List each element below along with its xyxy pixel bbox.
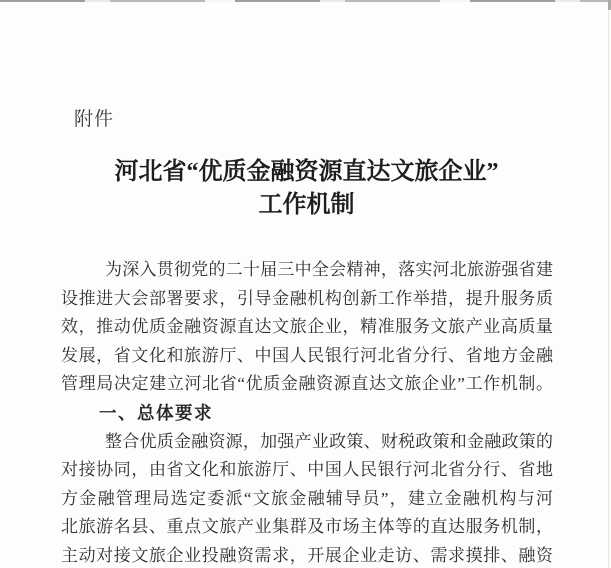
document-title-line-2: 工作机制 — [258, 192, 355, 218]
body-text-line: 方金融管理局选定委派“文旅金融辅导员”，建立金融机构与河 — [61, 488, 553, 508]
body-text-line: 主动对接文旅企业投融资需求，开展企业走访、需求摸排、融资 — [61, 545, 553, 565]
body-text-line: 管理局决定建立河北省“优质金融资源直达文旅企业”工作机制。 — [61, 374, 553, 394]
body-text-line: 发展，省文化和旅游厅、中国人民银行河北省分行、省地方金融 — [61, 345, 553, 365]
document-title-line-1: 河北省“优质金融资源直达文旅企业” — [114, 159, 499, 185]
document-title — [60, 156, 553, 222]
body-text-line: 北旅游名县、重点文旅产业集群及市场主体等的直达服务机制， — [61, 517, 553, 537]
document-body — [61, 256, 553, 568]
body-text-line: 为深入贯彻党的二十届三中全会精神，落实河北旅游强省建 — [105, 260, 553, 279]
scan-edge-right-line — [608, 0, 609, 568]
section-heading: 一、总体要求 — [99, 402, 213, 423]
body-text-line: 设推进大会部署要求，引导金融机构创新工作举措，提升服务质 — [61, 288, 553, 308]
body-text-line: 对接协同，由省文化和旅游厅、中国人民银行河北省分行、省地 — [61, 460, 553, 480]
body-text-line: 整合优质金融资源，加强产业政策、财税政策和金融政策的 — [105, 431, 553, 451]
body-text-line: 效，推动优质金融资源直达文旅企业，精准服务文旅产业高质量 — [61, 317, 553, 337]
scan-edge-top-line — [0, 0, 611, 2]
attachment-label: 附件 — [74, 109, 115, 130]
